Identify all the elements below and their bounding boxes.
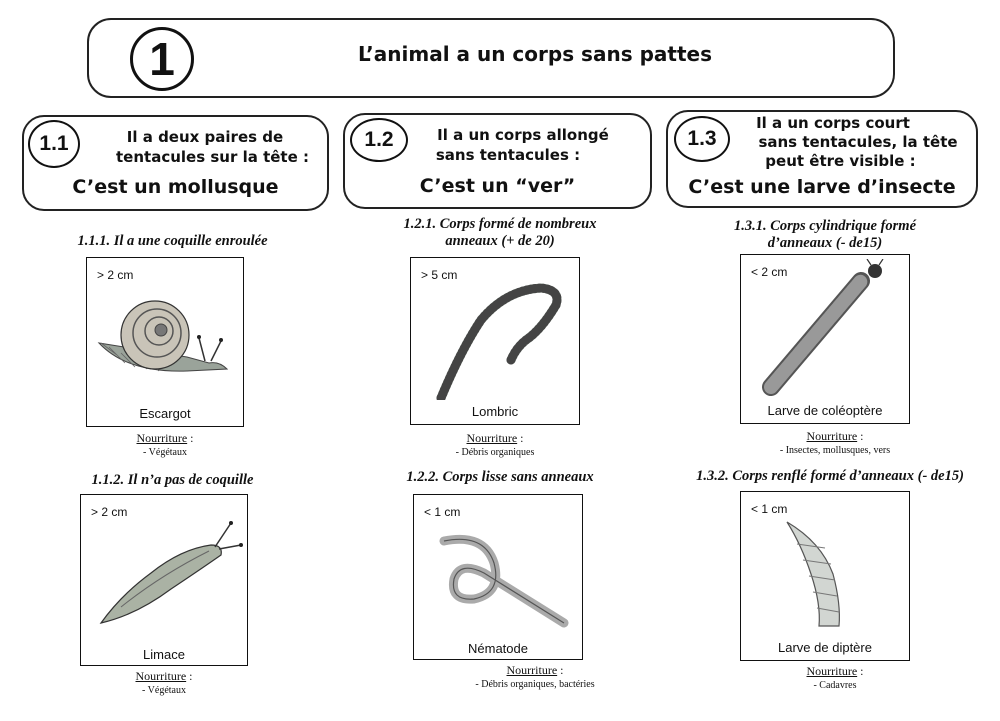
food-info: Nourriture : - Végétaux: [136, 431, 194, 458]
section-number-badge: 1.1: [28, 120, 80, 168]
section-heading-line: Il a un corps court: [756, 114, 910, 132]
food-label: Nourriture: [806, 664, 858, 678]
animal-name: Larve de coléoptère: [767, 403, 883, 418]
limace-illustration: [81, 515, 247, 635]
food-value: - Végétaux: [142, 685, 186, 696]
food-info: Nourriture : - Débris organiques: [455, 431, 535, 458]
section-heading-line: peut être visible :: [765, 152, 916, 170]
section-conclusion: C’est un “ver”: [419, 175, 576, 197]
section-heading-line: sans tentacules, la tête: [758, 133, 958, 151]
food-value: - Débris organiques: [455, 447, 535, 458]
subtitle: d’anneaux (- de15): [767, 235, 883, 251]
section-conclusion: C’est une larve d’insecte: [688, 176, 956, 198]
food-info: Nourriture : - Débris organiques, bactéries: [475, 663, 595, 690]
subtitle: anneaux (+ de 20): [445, 233, 555, 249]
size-label: < 1 cm: [751, 502, 788, 516]
section-number-badge: 1.3: [674, 116, 730, 162]
food-info: Nourriture : - Insectes, mollusques, vers: [779, 429, 891, 456]
food-label: Nourriture: [506, 663, 558, 677]
image-frame-nematode: [413, 494, 583, 660]
subtitle: 1.1.2. Il n’a pas de coquille: [91, 472, 254, 488]
food-value: - Débris organiques, bactéries: [475, 679, 595, 690]
larve-diptere-illustration: [741, 514, 909, 634]
size-label: > 5 cm: [421, 268, 458, 282]
animal-name: Nématode: [468, 641, 528, 656]
animal-name: Larve de diptère: [778, 640, 872, 655]
section-heading-line: Il a un corps allongé: [437, 126, 609, 144]
image-frame-larve-coleoptere: [740, 254, 910, 424]
food-value: - Cadavres: [813, 680, 857, 691]
larve-coleoptere-illustration: [741, 259, 909, 399]
subtitle: 1.2.1. Corps formé de nombreux: [403, 216, 597, 232]
animal-name: Escargot: [139, 406, 191, 421]
lombric-illustration: [411, 270, 579, 400]
section-conclusion: C’est un mollusque: [72, 176, 279, 198]
food-value: - Insectes, mollusques, vers: [779, 445, 891, 456]
section-number-badge: 1.2: [350, 118, 408, 162]
food-value: - Végétaux: [143, 447, 187, 458]
subtitle: 1.1.1. Il a une coquille enroulée: [77, 233, 268, 249]
nematode-illustration: [414, 523, 582, 633]
image-frame-larve-diptere: [740, 491, 910, 661]
size-label: > 2 cm: [91, 505, 128, 519]
animal-name: Limace: [143, 647, 185, 662]
section-heading-line: sans tentacules :: [435, 146, 581, 164]
image-frame-lombric: [410, 257, 580, 425]
food-info: Nourriture : - Cadavres: [806, 664, 864, 691]
subtitle: 1.2.2. Corps lisse sans anneaux: [406, 469, 594, 485]
animal-name: Lombric: [471, 404, 519, 419]
image-frame-limace: [80, 494, 248, 666]
subtitle: 1.3.2. Corps renflé formé d’anneaux (- de15): [696, 468, 964, 484]
section-heading-line: tentacules sur la tête :: [116, 148, 309, 166]
subtitle: 1.3.1. Corps cylindrique formé: [733, 218, 917, 234]
food-label: Nourriture: [806, 429, 858, 443]
escargot-illustration: [87, 283, 243, 403]
food-info: Nourriture : - Végétaux: [135, 669, 193, 696]
size-label: > 2 cm: [97, 268, 134, 282]
page-title: L’animal a un corps sans pattes: [358, 42, 712, 66]
image-frame-escargot: [86, 257, 244, 427]
size-label: < 2 cm: [751, 265, 788, 279]
size-label: < 1 cm: [424, 505, 461, 519]
food-label: Nourriture: [466, 431, 518, 445]
food-label: Nourriture: [135, 669, 187, 683]
food-label: Nourriture: [136, 431, 188, 445]
title-number-badge: [130, 27, 194, 91]
section-heading-line: Il a deux paires de: [126, 128, 284, 146]
title-number: 1: [149, 33, 175, 85]
